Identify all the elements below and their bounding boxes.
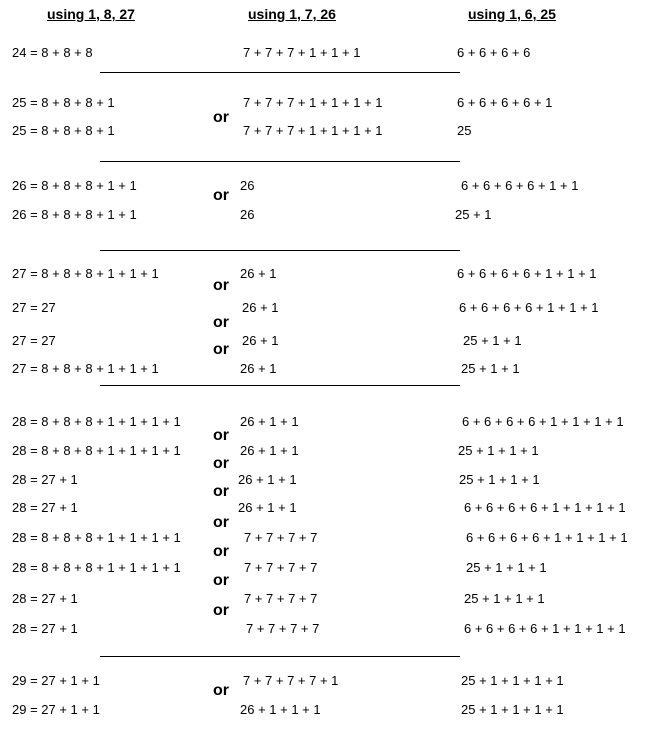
or-connector: or [213, 543, 229, 560]
row-28a-col-b: 26 + 1 + 1 [240, 414, 299, 429]
or-connector: or [213, 427, 229, 444]
row-25a-col-a: 25 = 8 + 8 + 8 + 1 [12, 95, 115, 110]
section-divider [100, 72, 460, 73]
row-28g-col-b: 7 + 7 + 7 + 7 [244, 591, 318, 606]
row-27a-col-c: 6 + 6 + 6 + 6 + 1 + 1 + 1 [457, 266, 597, 281]
row-24-col-a: 24 = 8 + 8 + 8 [12, 45, 93, 60]
row-27a-col-a: 27 = 8 + 8 + 8 + 1 + 1 + 1 [12, 266, 159, 281]
row-28g-col-a: 28 = 27 + 1 [12, 591, 78, 606]
section-divider [100, 250, 460, 251]
row-27b-col-a: 27 = 27 [12, 300, 56, 315]
row-28e-col-b: 7 + 7 + 7 + 7 [244, 530, 318, 545]
row-28b-col-c: 25 + 1 + 1 + 1 [458, 443, 539, 458]
row-28f-col-b: 7 + 7 + 7 + 7 [244, 560, 318, 575]
row-29b-col-b: 26 + 1 + 1 + 1 [240, 702, 321, 717]
row-28c-col-b: 26 + 1 + 1 [238, 472, 297, 487]
row-26a-col-a: 26 = 8 + 8 + 8 + 1 + 1 [12, 178, 137, 193]
row-27b-col-c: 6 + 6 + 6 + 6 + 1 + 1 + 1 [459, 300, 599, 315]
section-divider [100, 161, 460, 162]
or-connector: or [213, 109, 229, 126]
row-24-col-b: 7 + 7 + 7 + 1 + 1 + 1 [243, 45, 361, 60]
or-connector: or [213, 341, 229, 358]
row-25b-col-b: 7 + 7 + 7 + 1 + 1 + 1 + 1 [243, 123, 383, 138]
row-29b-col-a: 29 = 27 + 1 + 1 [12, 702, 100, 717]
row-25b-col-a: 25 = 8 + 8 + 8 + 1 [12, 123, 115, 138]
row-28a-col-a: 28 = 8 + 8 + 8 + 1 + 1 + 1 + 1 [12, 414, 181, 429]
row-28f-col-c: 25 + 1 + 1 + 1 [466, 560, 547, 575]
row-28e-col-a: 28 = 8 + 8 + 8 + 1 + 1 + 1 + 1 [12, 530, 181, 545]
or-connector: or [213, 187, 229, 204]
row-28b-col-b: 26 + 1 + 1 [240, 443, 299, 458]
or-connector: or [213, 572, 229, 589]
row-28d-col-a: 28 = 27 + 1 [12, 500, 78, 515]
row-28a-col-c: 6 + 6 + 6 + 6 + 1 + 1 + 1 + 1 [462, 414, 624, 429]
row-29a-col-c: 25 + 1 + 1 + 1 + 1 [461, 673, 564, 688]
row-28h-col-a: 28 = 27 + 1 [12, 621, 78, 636]
row-28f-col-a: 28 = 8 + 8 + 8 + 1 + 1 + 1 + 1 [12, 560, 181, 575]
or-connector: or [213, 514, 229, 531]
or-connector: or [213, 314, 229, 331]
row-26b-col-b: 26 [240, 207, 255, 222]
section-divider [100, 385, 460, 386]
row-28e-col-c: 6 + 6 + 6 + 6 + 1 + 1 + 1 + 1 [466, 530, 628, 545]
row-28b-col-a: 28 = 8 + 8 + 8 + 1 + 1 + 1 + 1 [12, 443, 181, 458]
row-25b-col-c: 25 [457, 123, 472, 138]
or-connector: or [213, 602, 229, 619]
row-28d-col-b: 26 + 1 + 1 [238, 500, 297, 515]
row-26b-col-c: 25 + 1 [455, 207, 492, 222]
row-27b-col-b: 26 + 1 [242, 300, 279, 315]
row-25a-col-c: 6 + 6 + 6 + 6 + 1 [457, 95, 553, 110]
row-26b-col-a: 26 = 8 + 8 + 8 + 1 + 1 [12, 207, 137, 222]
row-28c-col-c: 25 + 1 + 1 + 1 [459, 472, 540, 487]
row-25a-col-b: 7 + 7 + 7 + 1 + 1 + 1 + 1 [243, 95, 383, 110]
row-27a-col-b: 26 + 1 [240, 266, 277, 281]
row-28c-col-a: 28 = 27 + 1 [12, 472, 78, 487]
row-27d-col-b: 26 + 1 [240, 361, 277, 376]
row-28h-col-c: 6 + 6 + 6 + 6 + 1 + 1 + 1 + 1 [464, 621, 626, 636]
row-27d-col-a: 27 = 8 + 8 + 8 + 1 + 1 + 1 [12, 361, 159, 376]
row-26a-col-b: 26 [240, 178, 255, 193]
row-29b-col-c: 25 + 1 + 1 + 1 + 1 [461, 702, 564, 717]
row-29a-col-b: 7 + 7 + 7 + 7 + 1 [243, 673, 339, 688]
row-27c-col-c: 25 + 1 + 1 [463, 333, 522, 348]
column-header-1-6-25: using 1, 6, 25 [468, 6, 556, 22]
section-divider [100, 656, 460, 657]
column-header-1-7-26: using 1, 7, 26 [248, 6, 336, 22]
row-27d-col-c: 25 + 1 + 1 [461, 361, 520, 376]
row-28h-col-b: 7 + 7 + 7 + 7 [246, 621, 320, 636]
row-28g-col-c: 25 + 1 + 1 + 1 [464, 591, 545, 606]
or-connector: or [213, 483, 229, 500]
row-26a-col-c: 6 + 6 + 6 + 6 + 1 + 1 [461, 178, 579, 193]
column-header-1-8-27: using 1, 8, 27 [47, 6, 135, 22]
row-24-col-c: 6 + 6 + 6 + 6 [457, 45, 531, 60]
row-28d-col-c: 6 + 6 + 6 + 6 + 1 + 1 + 1 + 1 [464, 500, 626, 515]
or-connector: or [213, 277, 229, 294]
row-27c-col-a: 27 = 27 [12, 333, 56, 348]
row-29a-col-a: 29 = 27 + 1 + 1 [12, 673, 100, 688]
row-27c-col-b: 26 + 1 [242, 333, 279, 348]
or-connector: or [213, 682, 229, 699]
or-connector: or [213, 455, 229, 472]
